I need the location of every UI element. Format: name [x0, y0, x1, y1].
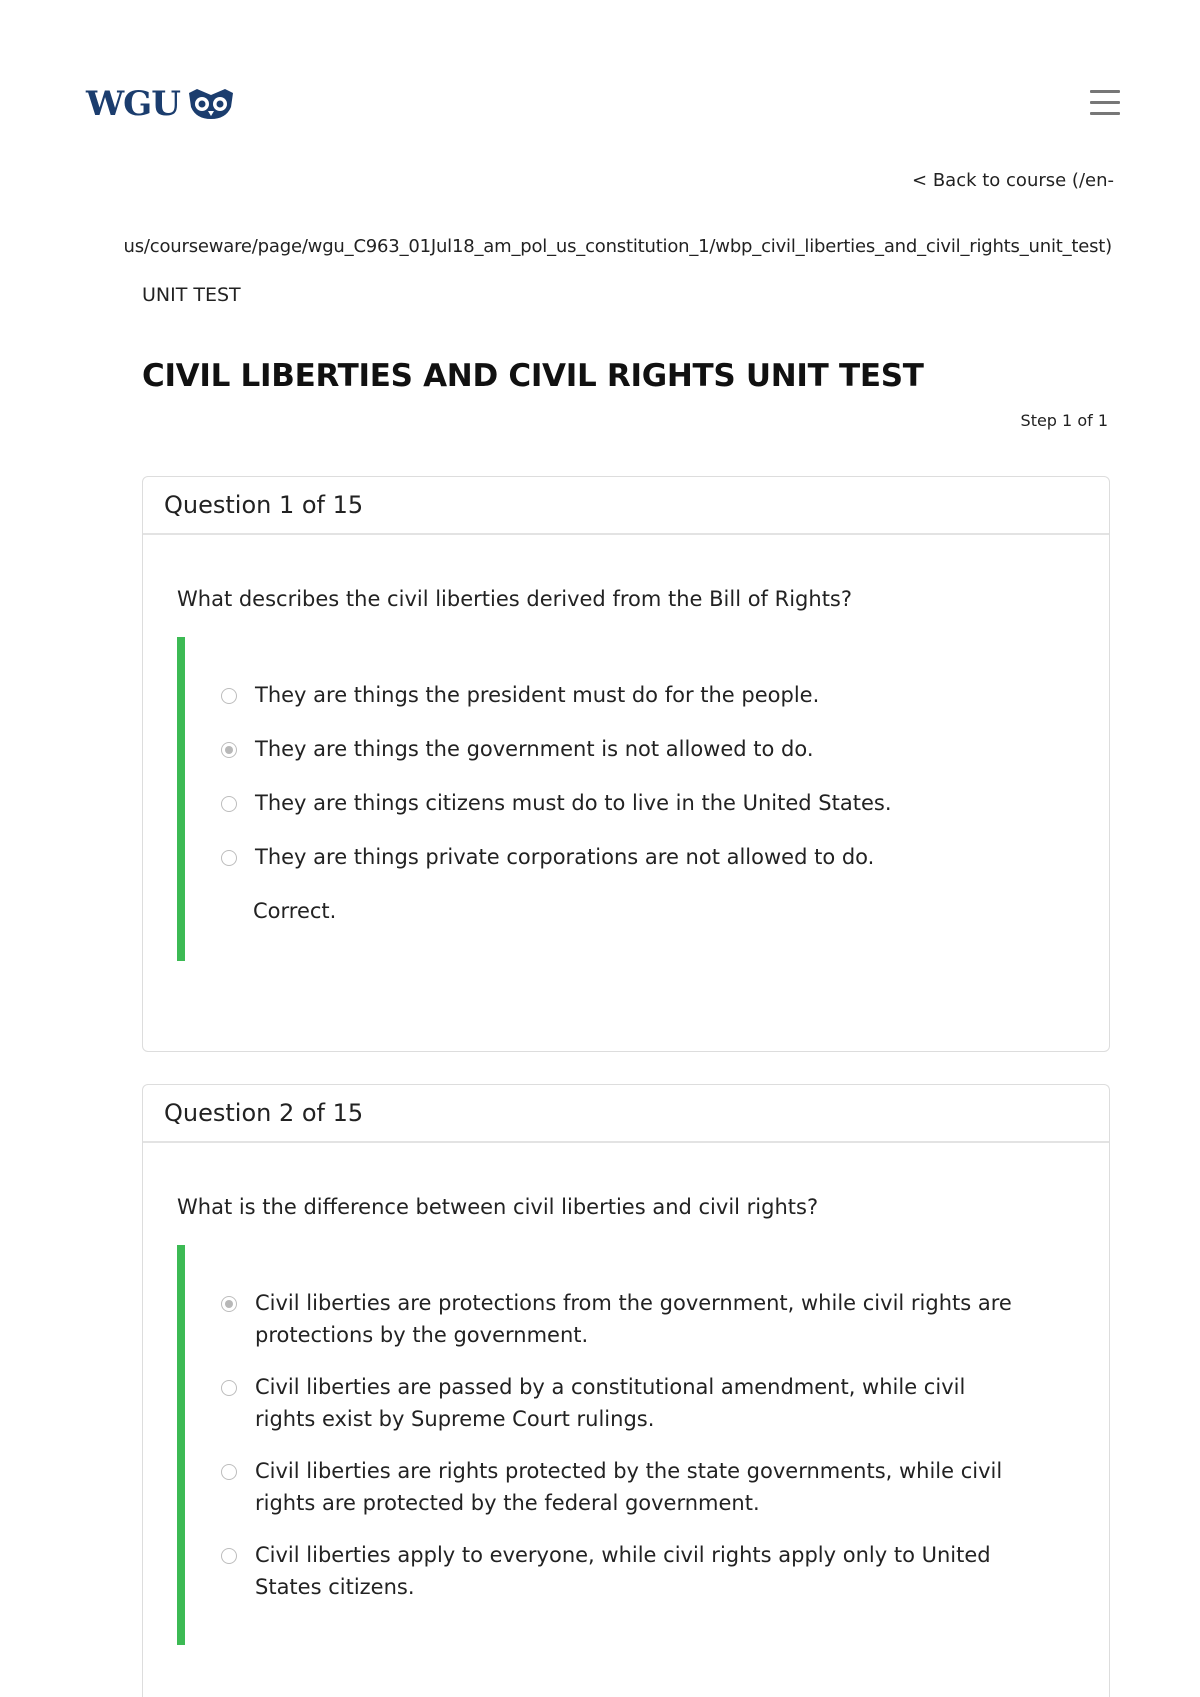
- question-prompt: What is the difference between civil liberties and civil rights?: [177, 1195, 819, 1219]
- answer-text: Civil liberties are passed by a constitutional amendment, while civil rights exist by Supreme Court rulings.: [255, 1375, 966, 1431]
- answer-text: Civil liberties are rights protected by the state governments, while civil rights are protected by the federal government.: [255, 1459, 1003, 1515]
- radio-button[interactable]: [221, 850, 237, 866]
- radio-button[interactable]: [221, 796, 237, 812]
- answer-option[interactable]: [221, 1375, 1015, 1435]
- answer-text: They are things citizens must do to live in the United States.: [255, 791, 892, 815]
- answer-option[interactable]: [221, 737, 1015, 765]
- question-header: Question 1 of 15: [143, 477, 1109, 535]
- radio-button-selected[interactable]: [221, 742, 237, 758]
- answer-text: Civil liberties are protections from the government, while civil rights are protections by the government.: [255, 1291, 1012, 1347]
- question-card: [142, 1084, 1110, 1697]
- logo-text: WGU: [86, 84, 180, 124]
- answer-text: They are things the government is not allowed to do.: [255, 737, 814, 761]
- answer-option[interactable]: [221, 791, 1015, 819]
- question-prompt: What describes the civil liberties derived from the Bill of Rights?: [177, 587, 853, 611]
- answer-text: They are things private corporations are not allowed to do.: [255, 845, 875, 869]
- answer-group: [177, 1245, 1077, 1645]
- question-header: Question 2 of 15: [143, 1085, 1109, 1143]
- radio-button[interactable]: [221, 1380, 237, 1396]
- answer-text: They are things the president must do for the people.: [255, 683, 820, 707]
- answer-option[interactable]: [221, 845, 1015, 873]
- step-indicator: Step 1 of 1: [1020, 411, 1108, 430]
- answer-feedback: Correct.: [253, 899, 337, 923]
- radio-button[interactable]: [221, 688, 237, 704]
- page-title: CIVIL LIBERTIES AND CIVIL RIGHTS UNIT TEST: [142, 358, 924, 394]
- radio-button[interactable]: [221, 1548, 237, 1564]
- owl-icon: [186, 87, 236, 121]
- radio-button-selected[interactable]: [221, 1296, 237, 1312]
- answer-option[interactable]: [221, 1291, 1015, 1351]
- back-to-course-link-url[interactable]: us/courseware/page/wgu_C963_01Jul18_am_pol_us_constitution_1/wbp_civil_liberties_and_civil_rights_unit_test): [123, 236, 1112, 257]
- answer-text: Civil liberties apply to everyone, while civil rights apply only to United States citizens.: [255, 1543, 991, 1599]
- question-card: [142, 476, 1110, 1052]
- answer-group: [177, 637, 1077, 961]
- unit-test-label: UNIT TEST: [142, 284, 241, 306]
- wgu-logo[interactable]: [86, 84, 236, 124]
- answer-option[interactable]: [221, 1543, 1015, 1603]
- back-to-course-link[interactable]: < Back to course (/en-: [912, 170, 1114, 191]
- hamburger-menu-icon[interactable]: [1090, 90, 1120, 118]
- answer-option[interactable]: [221, 683, 1015, 711]
- radio-button[interactable]: [221, 1464, 237, 1480]
- answer-option[interactable]: [221, 1459, 1015, 1519]
